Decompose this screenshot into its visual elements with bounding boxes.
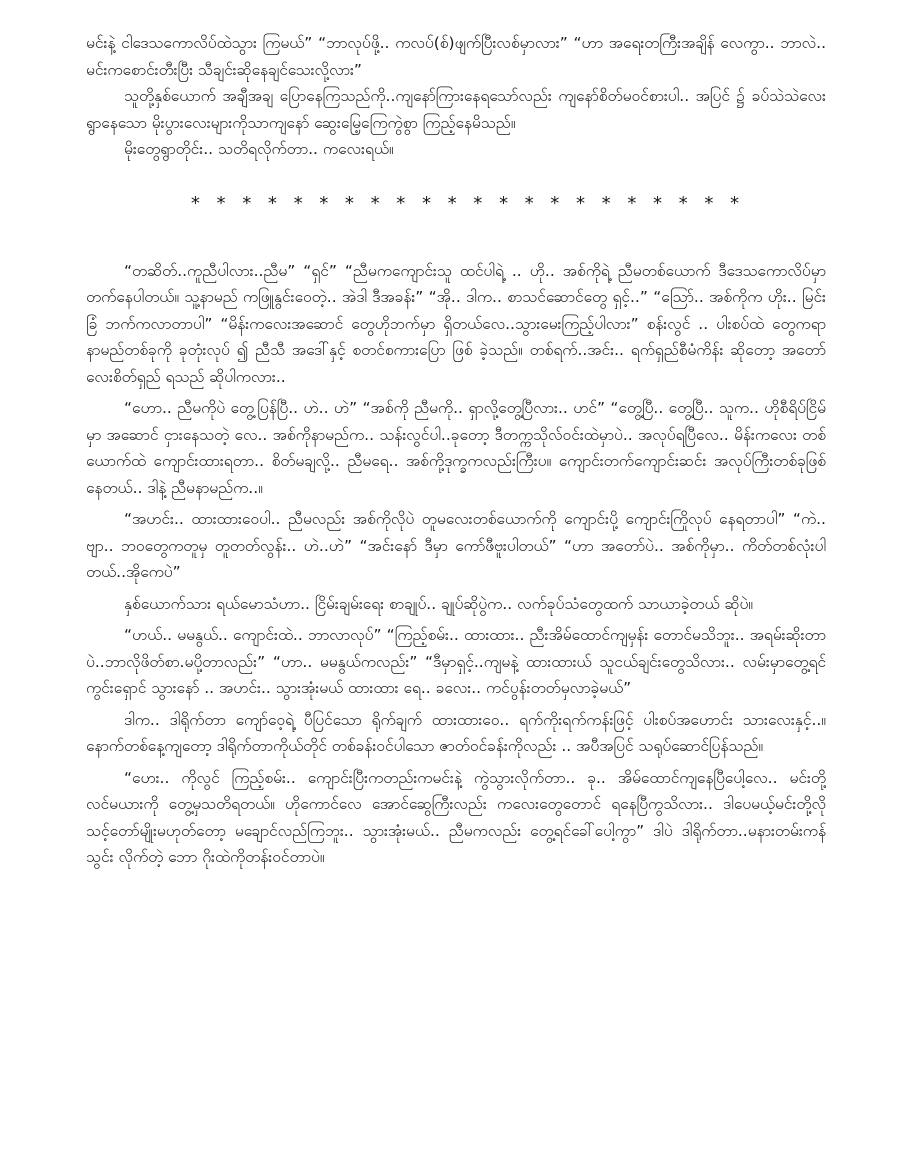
section-separator: * * * * * * * * * * * * * * * * * * * * * *	[190, 192, 742, 214]
document-page	[86, 30, 826, 871]
paragraph: “ဟော.. ညီမကိုပဲ တွေ့ပြန်ပြီ.. ဟဲ.. ဟဲ” “အစ်ကို ညီမကို.. ရှာလို့တွေ့ပြီလား.. ဟင်” “တွေ့ပြီ.. တွေ့ပြီ.. သူက.. ဟိုစီရိပ်ငြိမ်မှာ အဆောင် ငှားနေသတဲ့ လေ.. အစ်ကိုနာမည်က.. သန်းလွင်ပါ..ခုတော့ ဒီတက္ကသိုလ်ဝင်းထဲမှာပဲ.. အလုပ်ရပြီလေ.. မိန်းကလေး တစ်ယောက်ထဲ ကျောင်းထားရတာ.. စိတ်မချလို့.. ညီမရေ.. အစ်ကို့ဒုက္ခကလည်းကြီးပ။ ကျောင်းတက်ကျောင်းဆင်း အလုပ်ကြီးတစ်ခုဖြစ်နေတယ်.. ဒါနဲ့ ညီမနာမည်က..။	[86, 399, 826, 497]
paragraph: “ဟယ်.. မမနွယ်.. ကျောင်းထဲ.. ဘာလာလုပ်” “ကြည့်စမ်း.. ထားထား.. ညီးအိမ်ထောင်ကျမှန်း တောင်မသိဘူး.. အရမ်းဆိုးတာပဲ..ဘာလိုဖိတ်စာ.မပို့တာလည်း” “ဟာ.. မမနွယ်ကလည်း” “ဒီမှာရှင့်..ကျမနဲ့ ထားထားယ် သူငယ်ချင်းတွေသိလား.. လမ်းမှာတွေ့ရင် ကွင်းရှောင် သွားနော် .. အဟင်း.. သွားအုံးမယ် ထားထား ရေ.. ခလေး.. ကင်ပွန်းတတ်မှလာခဲ့မယ်”	[86, 626, 826, 697]
paragraph: ဒါက.. ဒါရိုက်တာ ကျော်ဝေ့ရဲ့ ပီပြင်သော ရိုက်ချက် ထားထားဝေ.. ရက်ကိုးရက်ကန်းဖြင့် ပါးစပ်အဟောင်း သားလေးနှင့်..။ နောက်တစ်နေ့ကျတော့ ဒါရိုက်တာကိုယ်တိုင် တစ်ခန်းဝင်ပါသော ဇာတ်ဝင်ခန်းကိုလည်း .. အပီအပြင် သရုပ်ဆောင်ပြန်သည်။	[86, 710, 826, 755]
paragraph: သူတို့နှစ်ယောက် အချီအချ ပြောနေကြသည်ကို..ကျနော်ကြားနေရသော်လည်း ကျနော်စိတ်မဝင်စားပါ.. အပြင် ၌ ခပ်သဲသဲလေးရွာနေသော မိုးပွားလေးများကိုသာကျနော် ဆွေးမြေ့ကြေကွဲစွာ ကြည့်နေမိသည်။	[86, 87, 826, 132]
paragraph: “ဟေး.. ကိုလွင် ကြည့်စမ်း.. ကျောင်းပြီးကတည်းကမင်းနဲ့ ကွဲသွားလိုက်တာ.. ခု.. အိမ်ထောင်ကျနေပြီပေါ့လေ.. မင်းတို့လင်မယားကို တွေ့မှသတိရတယ်။ ဟိုကောင်လေ အောင်ဆွေကြီးလည်း ကလေးတွေတောင် ရနေပြီကွသိလား.. ဒါပေမယ့်မင်းတို့လို သင့်တော်မျိုးမဟုတ်တော့ မချောင်လည်ကြဘူး.. သွားအုံးမယ်.. ညီမကလည်း တွေ့ရင်ခေါ်ပေါ့ကွာ” ဒါပဲ ဒါရိုက်တာ..မနားတမ်းကန်သွင်း လိုက်တဲ့ ဘော ဂိုးထဲကိုတန်းဝင်တာပဲ။	[86, 768, 826, 866]
paragraph: နှစ်ယောက်သား ရယ်မောသံဟာ.. ငြိမ်းချမ်းရေး စာချုပ်.. ချုပ်ဆိုပွဲက.. လက်ခုပ်သံတွေထက် သာယာခဲ့တယ် ဆိုပဲ။	[124, 594, 753, 613]
paragraph: “အဟင်း.. ထားထားဝေပါ.. ညီမလည်း အစ်ကိုလိုပဲ တူမလေးတစ်ယောက်ကို ကျောင်းပို့ ကျောင်းကြိုလုပ် နေရတာပါ” “ကဲ.. ဗျာ.. ဘဝတွေကတူမှ တူတတ်လွန်း.. ဟဲ..ဟဲ” “အင်းနော် ဒီမှာ ကော်ဖီဗူးပါတယ်” “ဟာ အတော်ပဲ.. အစ်ကိုမှာ.. ကိတ်တစ်လုံးပါတယ်..အိုကေပဲ”	[86, 510, 826, 581]
paragraph: မိုးတွေရွာတိုင်း.. သတိရလိုက်တာ.. ကလေးရယ်။	[124, 140, 394, 158]
paragraph: “တဆိတ်..ကူညီပါလား..ညီမ” “ရှင်” “ညီမကကျောင်းသူ ထင်ပါရဲ့ .. ဟို.. အစ်ကိုရဲ့ ညီမတစ်ယောက် ဒီဒေသကောလိပ်မှာ တက်နေပါတယ်။ သူ့နာမည် ကဖြူနွင်းဝေတဲ့.. အဲဒါ ဒီအခန်း” “အို.. ဒါက.. စာသင်ဆောင်တွေ ရှင့်..” “သြော်.. အစ်ကိုက ဟိုး.. မြင်းခြံ ဘက်ကလာတာပါ” “မိန်းကလေးအဆောင် တွေဟိုဘက်မှာ ရှိတယ်လေ..သွားမေးကြည့်ပါလား” စန်းလွင် .. ပါးစပ်ထဲ တွေကရာ နာမည်တစ်ခုကို ခုတုံးလုပ် ၍ ညီသီ အဒေါ်နှင့် စတင်စကားပြော ဖြစ် ခဲ့သည်။ တစ်ရက်..အင်း.. ရက်ရှည်စီမံကိန်း ဆိုတော့ အတော်လေးစိတ်ရှည် ရသည် ဆိုပါကလား..	[86, 261, 826, 386]
paragraph: မင်းနဲ့ ငါဒေသကောလိပ်ထဲသွား ကြမယ်” “ဘာလုပ်ဖို့.. ကလပ်(စ်)ဖျက်ပြီးလစ်မှာလား” “ဟာ အရေးတကြီးအချိန် လေကွာ.. ဘာလဲ.. မင်းကစောင်းတီးပြီး သီချင်းဆိုနေချင်သေးလို့လား”	[86, 34, 826, 79]
